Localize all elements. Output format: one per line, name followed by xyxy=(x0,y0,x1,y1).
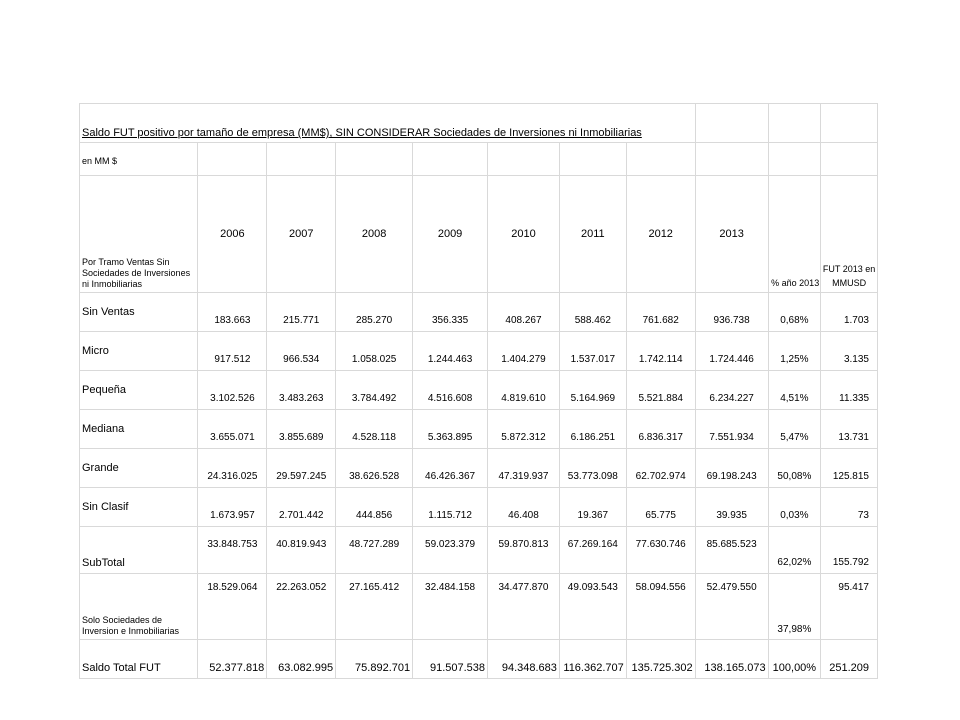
row-label: Micro xyxy=(80,332,198,371)
value-cell: 22.263.052 xyxy=(267,574,336,640)
fut-cell: 95.417 xyxy=(821,574,878,640)
empty-cell xyxy=(198,143,267,176)
subtotal-row xyxy=(80,527,878,574)
fut-cell: 73 xyxy=(821,488,878,527)
value-cell: 408.267 xyxy=(488,293,560,332)
value-cell: 3.855.689 xyxy=(267,410,336,449)
value-cell: 5.872.312 xyxy=(488,410,560,449)
value-cell: 588.462 xyxy=(559,293,626,332)
value-cell: 34.477.870 xyxy=(488,574,560,640)
value-cell: 49.093.543 xyxy=(559,574,626,640)
value-cell: 6.836.317 xyxy=(626,410,695,449)
value-cell: 183.663 xyxy=(198,293,267,332)
year-header: 2008 xyxy=(336,176,413,293)
empty-cell xyxy=(336,143,413,176)
empty-cell xyxy=(488,143,560,176)
header-row xyxy=(80,176,878,293)
empty-cell xyxy=(626,143,695,176)
value-cell: 1.673.957 xyxy=(198,488,267,527)
value-cell: 7.551.934 xyxy=(695,410,768,449)
row-label: Grande xyxy=(80,449,198,488)
value-cell: 19.367 xyxy=(559,488,626,527)
value-cell: 39.935 xyxy=(695,488,768,527)
pct-cell: 50,08% xyxy=(768,449,821,488)
fut-cell: 155.792 xyxy=(821,527,878,574)
fut-cell: 3.135 xyxy=(821,332,878,371)
table-row xyxy=(80,449,878,488)
value-cell: 3.784.492 xyxy=(336,371,413,410)
row-label: Saldo Total FUT xyxy=(80,640,198,679)
table-row xyxy=(80,371,878,410)
unit-label: en MM $ xyxy=(80,143,198,176)
value-cell: 47.319.937 xyxy=(488,449,560,488)
year-header: 2011 xyxy=(559,176,626,293)
value-cell: 1.115.712 xyxy=(413,488,488,527)
table-row xyxy=(80,332,878,371)
value-cell: 24.316.025 xyxy=(198,449,267,488)
empty-cell xyxy=(821,104,878,143)
value-cell: 75.892.701 xyxy=(336,640,413,679)
value-cell: 48.727.289 xyxy=(336,527,413,574)
value-cell: 46.426.367 xyxy=(413,449,488,488)
value-cell: 5.363.895 xyxy=(413,410,488,449)
value-cell: 91.507.538 xyxy=(413,640,488,679)
fut-table-container xyxy=(79,103,878,679)
pct-cell: 100,00% xyxy=(768,640,821,679)
fut-table xyxy=(79,103,878,679)
value-cell: 444.856 xyxy=(336,488,413,527)
value-cell: 215.771 xyxy=(267,293,336,332)
fut-cell: 1.703 xyxy=(821,293,878,332)
year-header: 2013 xyxy=(695,176,768,293)
year-header: 2007 xyxy=(267,176,336,293)
value-cell: 46.408 xyxy=(488,488,560,527)
pct-cell: 0,03% xyxy=(768,488,821,527)
pct-cell: 37,98% xyxy=(768,574,821,640)
row-label: Sin Ventas xyxy=(80,293,198,332)
value-cell: 85.685.523 xyxy=(695,527,768,574)
fut-cell: 11.335 xyxy=(821,371,878,410)
value-cell: 6.186.251 xyxy=(559,410,626,449)
table-row xyxy=(80,293,878,332)
empty-cell xyxy=(267,143,336,176)
data-rows xyxy=(80,293,878,527)
table-row xyxy=(80,488,878,527)
empty-cell xyxy=(768,143,821,176)
value-cell: 1.404.279 xyxy=(488,332,560,371)
row-label: Sin Clasif xyxy=(80,488,198,527)
value-cell: 3.655.071 xyxy=(198,410,267,449)
value-cell: 3.102.526 xyxy=(198,371,267,410)
value-cell: 4.819.610 xyxy=(488,371,560,410)
row-label: Pequeña xyxy=(80,371,198,410)
year-header: 2010 xyxy=(488,176,560,293)
empty-cell xyxy=(695,143,768,176)
value-cell: 69.198.243 xyxy=(695,449,768,488)
value-cell: 1.537.017 xyxy=(559,332,626,371)
row-label: Solo Sociedades de Inversion e Inmobiliarias xyxy=(80,574,198,640)
pct-cell: 4,51% xyxy=(768,371,821,410)
year-header: 2009 xyxy=(413,176,488,293)
value-cell: 52.377.818 xyxy=(198,640,267,679)
value-cell: 2.701.442 xyxy=(267,488,336,527)
pct-cell: 5,47% xyxy=(768,410,821,449)
value-cell: 53.773.098 xyxy=(559,449,626,488)
value-cell: 3.483.263 xyxy=(267,371,336,410)
value-cell: 59.870.813 xyxy=(488,527,560,574)
value-cell: 1.724.446 xyxy=(695,332,768,371)
pct-cell: 1,25% xyxy=(768,332,821,371)
value-cell: 29.597.245 xyxy=(267,449,336,488)
value-cell: 67.269.164 xyxy=(559,527,626,574)
year-header: 2006 xyxy=(198,176,267,293)
value-cell: 32.484.158 xyxy=(413,574,488,640)
total-row xyxy=(80,640,878,679)
value-cell: 52.479.550 xyxy=(695,574,768,640)
value-cell: 27.165.412 xyxy=(336,574,413,640)
value-cell: 1.058.025 xyxy=(336,332,413,371)
value-cell: 917.512 xyxy=(198,332,267,371)
value-cell: 58.094.556 xyxy=(626,574,695,640)
empty-cell xyxy=(559,143,626,176)
empty-cell xyxy=(695,104,768,143)
fut-cell: 251.209 xyxy=(821,640,878,679)
value-cell: 1.244.463 xyxy=(413,332,488,371)
value-cell: 63.082.995 xyxy=(267,640,336,679)
row-label: Mediana xyxy=(80,410,198,449)
value-cell: 94.348.683 xyxy=(488,640,560,679)
value-cell: 966.534 xyxy=(267,332,336,371)
value-cell: 6.234.227 xyxy=(695,371,768,410)
value-cell: 1.742.114 xyxy=(626,332,695,371)
solo-sociedades-row xyxy=(80,574,878,640)
table-row xyxy=(80,410,878,449)
fut-cell: 13.731 xyxy=(821,410,878,449)
value-cell: 4.516.608 xyxy=(413,371,488,410)
value-cell: 59.023.379 xyxy=(413,527,488,574)
header-label: Por Tramo Ventas Sin Sociedades de Inversiones ni Inmobiliarias xyxy=(80,176,198,293)
pct-header: % año 2013 xyxy=(768,176,821,293)
empty-cell xyxy=(413,143,488,176)
value-cell: 4.528.118 xyxy=(336,410,413,449)
year-header: 2012 xyxy=(626,176,695,293)
value-cell: 356.335 xyxy=(413,293,488,332)
value-cell: 135.725.302 xyxy=(626,640,695,679)
value-cell: 138.165.073 xyxy=(695,640,768,679)
value-cell: 62.702.974 xyxy=(626,449,695,488)
value-cell: 5.521.884 xyxy=(626,371,695,410)
value-cell: 40.819.943 xyxy=(267,527,336,574)
value-cell: 936.738 xyxy=(695,293,768,332)
title-row xyxy=(80,104,878,143)
fut-header: FUT 2013 en MMUSD xyxy=(821,176,878,293)
empty-cell xyxy=(768,104,821,143)
value-cell: 18.529.064 xyxy=(198,574,267,640)
pct-cell: 0,68% xyxy=(768,293,821,332)
pct-cell: 62,02% xyxy=(768,527,821,574)
value-cell: 65.775 xyxy=(626,488,695,527)
table-title: Saldo FUT positivo por tamaño de empresa (MM$), SIN CONSIDERAR Sociedades de Inversiones ni Inmobiliarias xyxy=(80,104,696,143)
value-cell: 5.164.969 xyxy=(559,371,626,410)
unit-row xyxy=(80,143,878,176)
value-cell: 33.848.753 xyxy=(198,527,267,574)
value-cell: 38.626.528 xyxy=(336,449,413,488)
value-cell: 77.630.746 xyxy=(626,527,695,574)
row-label: SubTotal xyxy=(80,527,198,574)
empty-cell xyxy=(821,143,878,176)
value-cell: 761.682 xyxy=(626,293,695,332)
value-cell: 285.270 xyxy=(336,293,413,332)
fut-cell: 125.815 xyxy=(821,449,878,488)
value-cell: 116.362.707 xyxy=(559,640,626,679)
